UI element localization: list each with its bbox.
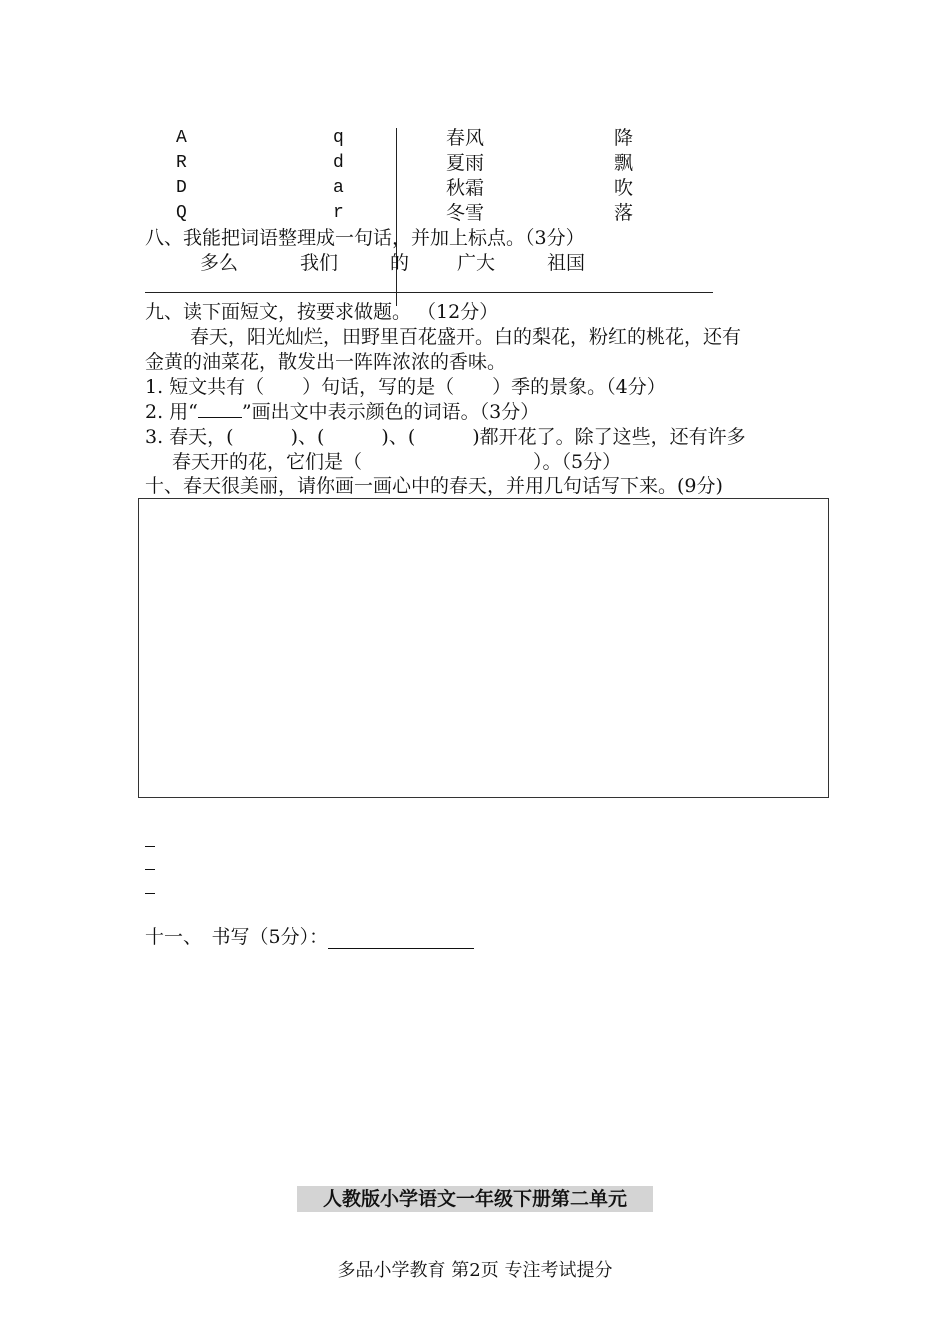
q9-passage-line: 春天，阳光灿烂，田野里百花盛开。白的梨花，粉红的桃花，还有 bbox=[190, 326, 742, 348]
match-col2-item: a bbox=[333, 178, 344, 198]
match-col3-item: 秋霜 bbox=[446, 177, 485, 199]
q11-heading-text: 十一、 书写（5分）： bbox=[145, 926, 329, 948]
match-col3-item: 春风 bbox=[446, 127, 485, 149]
writing-dash bbox=[145, 846, 155, 847]
match-col2-item: q bbox=[333, 128, 344, 148]
q11-answer-line[interactable] bbox=[328, 928, 474, 949]
match-col3-item: 夏雨 bbox=[446, 152, 485, 174]
match-col4-item: 落 bbox=[614, 202, 634, 224]
q9-item-2 bbox=[145, 400, 539, 424]
match-col2-item: d bbox=[333, 153, 344, 173]
underline-sample bbox=[198, 417, 242, 418]
q8-word: 祖国 bbox=[547, 252, 586, 274]
page-footer: 多品小学教育 第2页 专注考试提分 bbox=[337, 1260, 613, 1281]
q9-item-1: 1. 短文共有（ ）句话，写的是（ ）季的景象。（4分） bbox=[145, 376, 666, 398]
match-col3-item: 冬雪 bbox=[446, 202, 485, 224]
q8-answer-line[interactable] bbox=[145, 292, 713, 293]
q9-item-3-cont: 春天开的花，它们是（ ）。（5分） bbox=[172, 451, 622, 473]
match-col4-item: 吹 bbox=[614, 177, 634, 199]
q8-word: 多么 bbox=[200, 252, 239, 274]
writing-dash bbox=[145, 869, 155, 870]
q8-word: 我们 bbox=[300, 252, 339, 274]
q9-item-3: 3. 春天，( )、( )、( )都开花了。除了这些，还有许多 bbox=[145, 426, 746, 448]
column-divider bbox=[396, 128, 397, 306]
match-col1-item: D bbox=[176, 178, 187, 198]
match-col4-item: 飘 bbox=[614, 152, 634, 174]
q9-item-2-prefix: 2. 用“ bbox=[145, 401, 198, 423]
q8-word: 广大 bbox=[457, 252, 496, 274]
match-col1-item: A bbox=[176, 128, 187, 148]
q9-heading: 九、读下面短文，按要求做题。 （12分） bbox=[145, 301, 499, 323]
q9-item-2-suffix: ”画出文中表示颜色的词语。（3分） bbox=[241, 401, 540, 423]
match-col1-item: Q bbox=[176, 203, 187, 223]
q11-heading bbox=[145, 925, 474, 949]
q8-word: 的 bbox=[390, 252, 410, 274]
q8-heading: 八、我能把词语整理成一句话，并加上标点。（3分） bbox=[145, 227, 585, 249]
match-col2-item: r bbox=[333, 203, 344, 223]
q9-passage-line: 金黄的油菜花，散发出一阵阵浓浓的香味。 bbox=[145, 351, 507, 373]
match-col4-item: 降 bbox=[614, 127, 634, 149]
writing-dash bbox=[145, 893, 155, 894]
match-col1-item: R bbox=[176, 153, 187, 173]
document-title: 人教版小学语文一年级下册第二单元 bbox=[297, 1186, 653, 1212]
drawing-box[interactable] bbox=[138, 498, 829, 798]
q10-heading: 十、春天很美丽，请你画一画心中的春天，并用几句话写下来。(9分) bbox=[145, 475, 723, 497]
